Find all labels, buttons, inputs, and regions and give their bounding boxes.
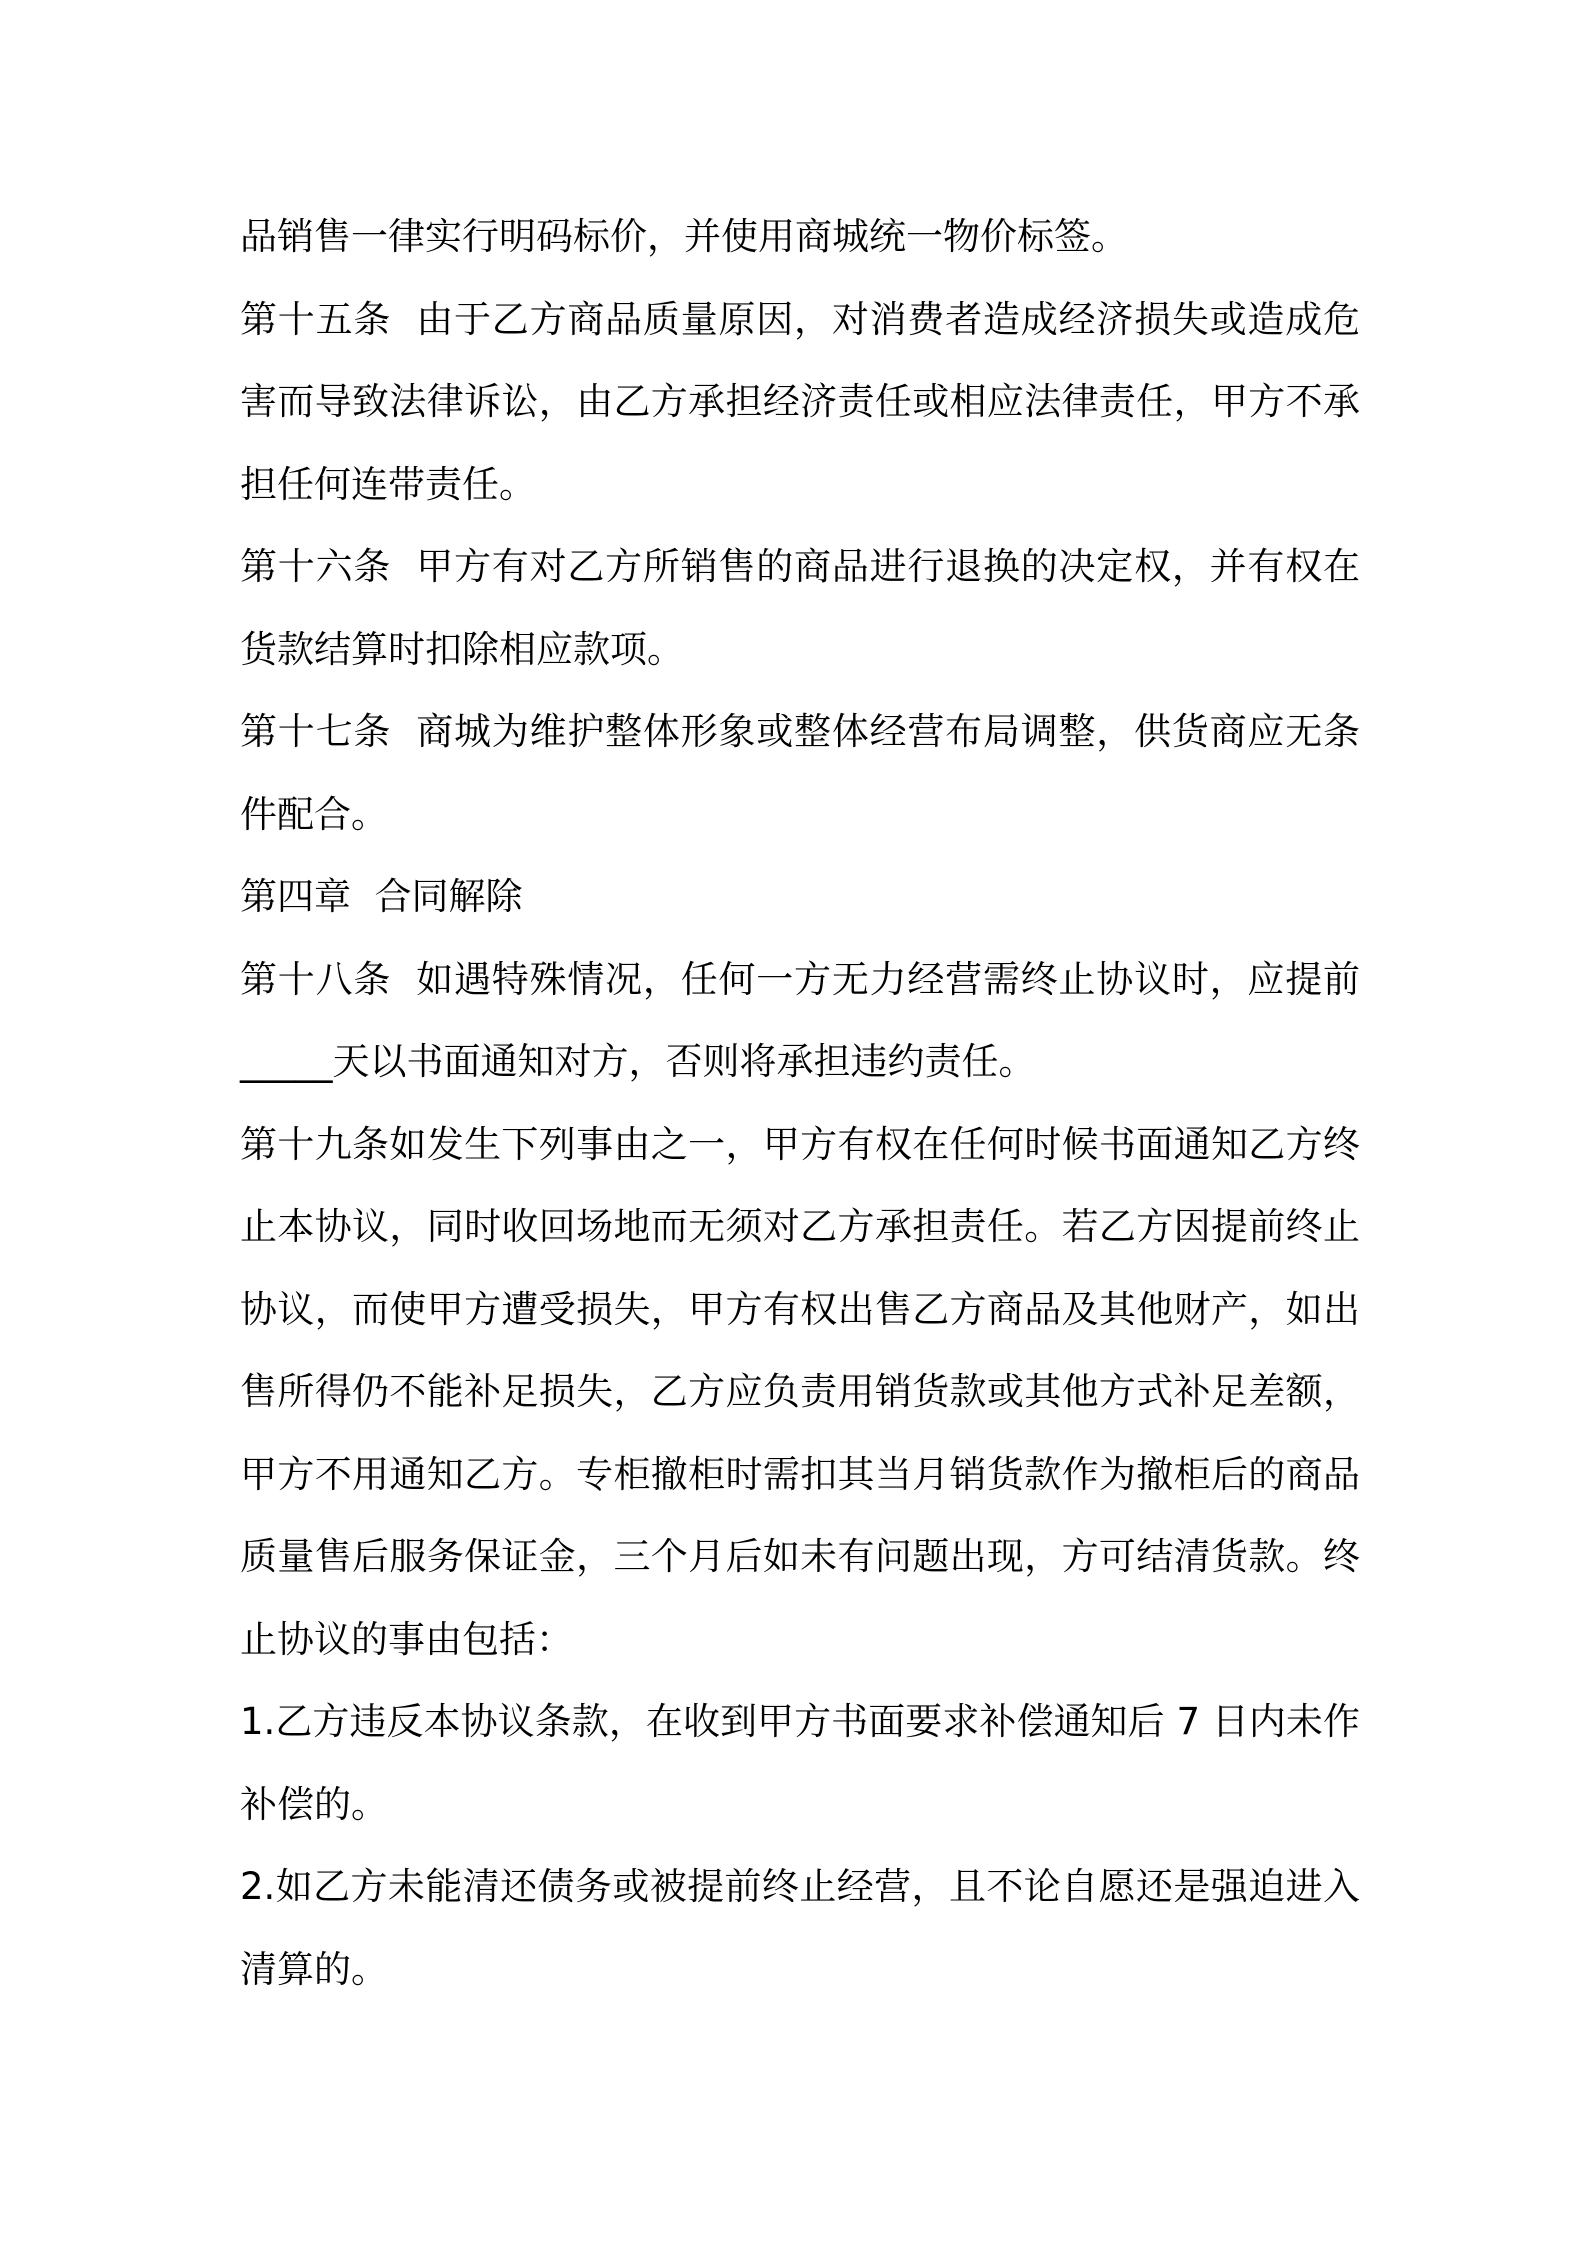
article-17: 第十七条 商城为维护整体形象或整体经营布局调整，供货商应无条件配合。 [240,710,1360,836]
article-18: 第十八条 如遇特殊情况，任何一方无力经营需终止协议时，应提前_____天以书面通知对方，否则将承担违约责任。 [240,957,1360,1083]
article-19: 第十九条如发生下列事由之一，甲方有权在任何时候书面通知乙方终止本协议，同时收回场地而无须对乙方承担责任。若乙方因提前终止协议，而使甲方遭受损失，甲方有权出售乙方商品及其他财产，如出售所得仍不能补足损失，乙方应负责用销货款或其他方式补足差额，甲方不用通知乙方。专柜撤柜时需扣其当月销货款作为撤柜后的商品质量售后服务保证金，三个月后如未有问题出现，方可结清货款。终止协议的事由包括： [240,1122,1360,1661]
paragraph-price-tag-rule: 品销售一律实行明码标价，并使用商城统一物价标签。 [240,215,1128,258]
article-15: 第十五条 由于乙方商品质量原因，对消费者造成经济损失或造成危害而导致法律诉讼，由乙方承担经济责任或相应法律责任，甲方不承担任何连带责任。 [240,297,1360,506]
chapter-4-heading: 第四章 合同解除 [240,875,523,918]
termination-reason-1: 1.乙方违反本协议条款，在收到甲方书面要求补偿通知后 7 日内未作补偿的。 [240,1700,1360,1826]
termination-reason-2: 2.如乙方未能清还债务或被提前终止经营，且不论自愿还是强迫进入清算的。 [240,1865,1360,1991]
article-16: 第十六条 甲方有对乙方所销售的商品进行退换的决定权，并有权在货款结算时扣除相应款项。 [240,545,1360,671]
document-body [240,196,1360,2011]
